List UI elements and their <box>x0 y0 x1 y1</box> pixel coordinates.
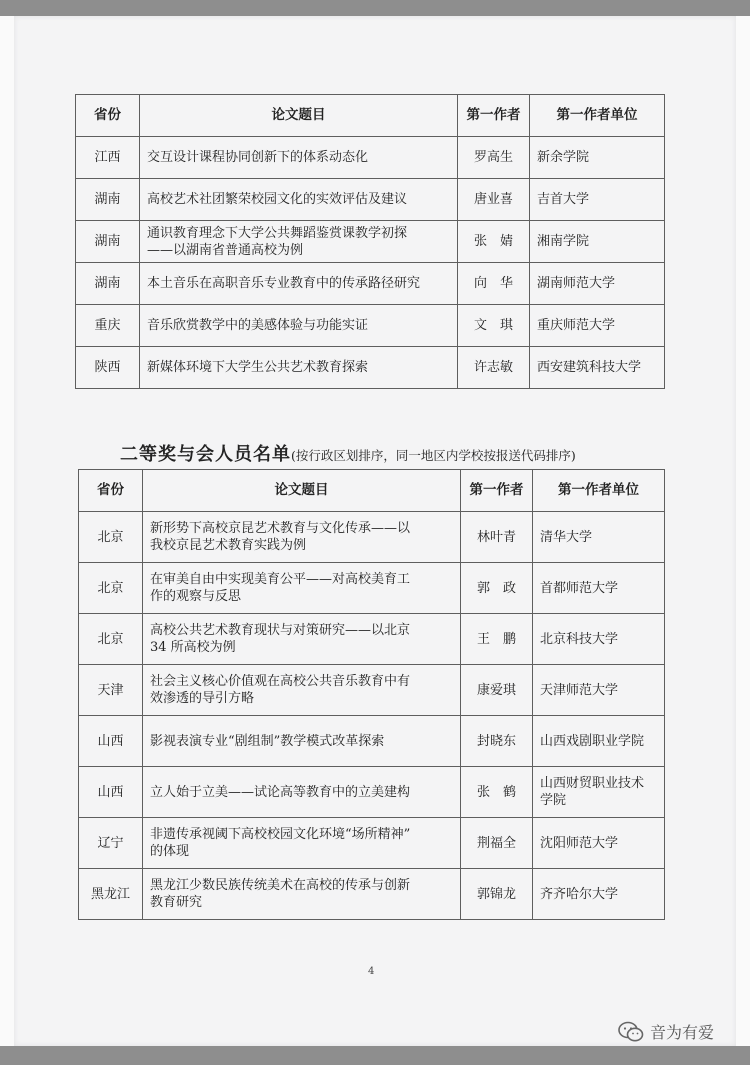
header-title: 论文题目 <box>143 470 461 512</box>
watermark-text: 音为有爱 <box>650 1023 715 1042</box>
wechat-icon <box>618 1021 644 1043</box>
cell-province: 山西 <box>79 716 143 767</box>
cell-title: 音乐欣赏教学中的美感体验与功能实证 <box>140 305 458 347</box>
cell-title-line-1: 通识教育理念下大学公共舞蹈鉴赏课教学初探 <box>147 225 408 241</box>
cell-title-line-2: 我校京昆艺术教育实践为例 <box>150 538 307 553</box>
first-award-table <box>75 94 665 389</box>
cell-title: 立人始于立美——试论高等教育中的立美建构 <box>143 767 461 818</box>
cell-author: 罗高生 <box>458 137 530 179</box>
cell-author: 封晓东 <box>461 716 533 767</box>
second-award-table <box>78 469 665 920</box>
section-title: 二等奖与会人员名单 <box>120 444 291 465</box>
cell-unit: 吉首大学 <box>530 179 665 221</box>
header-unit: 第一作者单位 <box>533 470 665 512</box>
table-row <box>79 818 665 869</box>
cell-title: 新媒体环境下大学生公共艺术教育探索 <box>140 347 458 389</box>
cell-province: 陕西 <box>76 347 140 389</box>
cell-unit-line-1: 山西财贸职业技术 <box>540 776 645 791</box>
cell-author: 郭锦龙 <box>461 869 533 920</box>
table-row <box>76 221 665 263</box>
cell-title <box>143 869 461 920</box>
watermark <box>618 1020 714 1043</box>
cell-unit: 西安建筑科技大学 <box>530 347 665 389</box>
cell-province: 湖南 <box>76 221 140 263</box>
cell-unit: 沈阳师范大学 <box>533 818 665 869</box>
table-row <box>79 767 665 818</box>
cell-unit: 北京科技大学 <box>533 614 665 665</box>
cell-province: 北京 <box>79 614 143 665</box>
header-province: 省份 <box>76 95 140 137</box>
cell-unit: 湘南学院 <box>530 221 665 263</box>
cell-title-line-2: 教育研究 <box>150 895 203 910</box>
cell-unit: 清华大学 <box>533 512 665 563</box>
cell-author: 王 鹏 <box>461 614 533 665</box>
table-header-row <box>79 470 665 512</box>
table-row <box>79 614 665 665</box>
cell-title <box>143 818 461 869</box>
cell-author: 张 鹤 <box>461 767 533 818</box>
cell-author: 向 华 <box>458 263 530 305</box>
cell-title-line-1: 新形势下高校京昆艺术教育与文化传承——以 <box>150 521 411 536</box>
cell-title-line-1: 高校公共艺术教育现状与对策研究——以北京 <box>150 623 411 638</box>
cell-title <box>143 563 461 614</box>
cell-title-line-2: 作的观察与反思 <box>150 589 242 604</box>
cell-unit: 首都师范大学 <box>533 563 665 614</box>
cell-title-line-2: 的体现 <box>150 844 190 859</box>
table-row <box>79 665 665 716</box>
scan-right-edge <box>736 16 750 1046</box>
cell-author: 康爱琪 <box>461 665 533 716</box>
cell-author: 林叶青 <box>461 512 533 563</box>
scan-left-edge <box>0 16 14 1046</box>
cell-province: 山西 <box>79 767 143 818</box>
cell-province: 天津 <box>79 665 143 716</box>
cell-province: 北京 <box>79 512 143 563</box>
cell-title-line-1: 社会主义核心价值观在高校公共音乐教育中有 <box>150 674 411 689</box>
cell-title: 交互设计课程协同创新下的体系动态化 <box>140 137 458 179</box>
cell-title-line-1: 黑龙江少数民族传统美术在高校的传承与创新 <box>150 878 411 893</box>
table-row <box>79 563 665 614</box>
cell-title: 本土音乐在高职音乐专业教育中的传承路径研究 <box>140 263 458 305</box>
header-unit: 第一作者单位 <box>530 95 665 137</box>
table-row <box>76 263 665 305</box>
cell-author: 张 婧 <box>458 221 530 263</box>
cell-author: 许志敏 <box>458 347 530 389</box>
header-title: 论文题目 <box>140 95 458 137</box>
scan-top-band <box>0 0 750 16</box>
table-header-row <box>76 95 665 137</box>
cell-unit: 湖南师范大学 <box>530 263 665 305</box>
cell-title <box>140 221 458 263</box>
cell-unit: 新余学院 <box>530 137 665 179</box>
cell-unit: 重庆师范大学 <box>530 305 665 347</box>
cell-title <box>143 614 461 665</box>
cell-title-line-2: 效渗透的导引方略 <box>150 691 255 706</box>
cell-province: 湖南 <box>76 179 140 221</box>
cell-province: 辽宁 <box>79 818 143 869</box>
table-row <box>76 179 665 221</box>
cell-unit-line-2: 学院 <box>540 793 567 808</box>
cell-unit: 齐齐哈尔大学 <box>533 869 665 920</box>
table-row <box>76 305 665 347</box>
table-row <box>76 347 665 389</box>
cell-province: 北京 <box>79 563 143 614</box>
cell-title <box>143 512 461 563</box>
header-province: 省份 <box>79 470 143 512</box>
page-number: 4 <box>368 966 375 977</box>
header-author: 第一作者 <box>458 95 530 137</box>
section-note: (按行政区划排序，同一地区内学校按报送代码排序) <box>291 448 576 463</box>
cell-author: 郭 政 <box>461 563 533 614</box>
cell-unit: 山西戏剧职业学院 <box>533 716 665 767</box>
cell-title <box>143 665 461 716</box>
cell-province: 重庆 <box>76 305 140 347</box>
table-row <box>76 137 665 179</box>
header-author: 第一作者 <box>461 470 533 512</box>
cell-author: 文 琪 <box>458 305 530 347</box>
scan-bottom-band <box>0 1046 750 1065</box>
cell-province: 黑龙江 <box>79 869 143 920</box>
table-row <box>79 716 665 767</box>
cell-title-line-1: 在审美自由中实现美育公平——对高校美育工 <box>150 572 411 587</box>
cell-author: 唐业喜 <box>458 179 530 221</box>
cell-province: 江西 <box>76 137 140 179</box>
cell-title: 影视表演专业“剧组制”教学模式改革探索 <box>143 716 461 767</box>
cell-title-line-1: 非遗传承视阈下高校校园文化环境“场所精神” <box>150 827 411 842</box>
cell-title-line-2: 34 所高校为例 <box>150 640 236 655</box>
cell-title: 高校艺术社团繁荣校园文化的实效评估及建议 <box>140 179 458 221</box>
cell-province: 湖南 <box>76 263 140 305</box>
table-row <box>79 869 665 920</box>
cell-author: 荆福全 <box>461 818 533 869</box>
cell-unit: 天津师范大学 <box>533 665 665 716</box>
table-row <box>79 512 665 563</box>
second-award-heading <box>120 440 576 466</box>
cell-title-line-2: ——以湖南省普通高校为例 <box>147 242 304 258</box>
cell-unit <box>533 767 665 818</box>
